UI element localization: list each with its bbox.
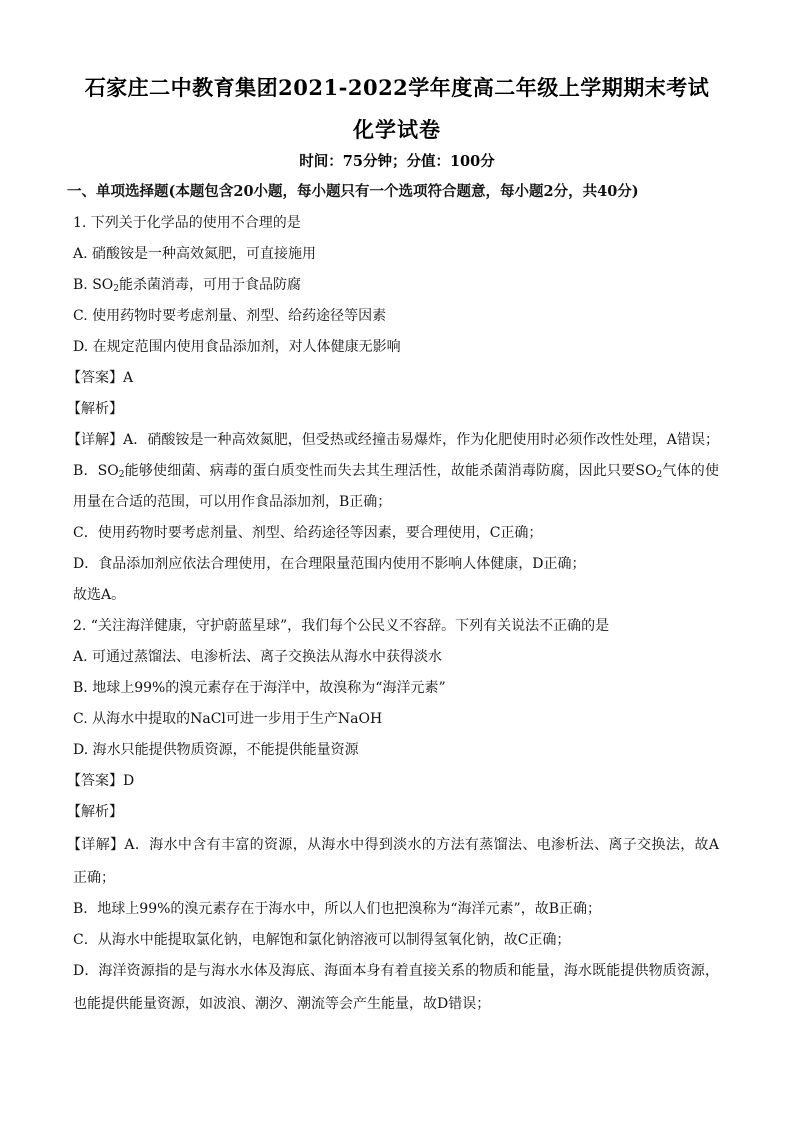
q1-detail-1: 【详解】A．硝酸铵是一种高效氮肥，但受热或经撞击易爆炸，作为化肥使用时必须作改性处理，A错误； [67, 432, 719, 448]
q1-detail-4: C．使用药物时要考虑剂量、剂型、给药途径等因素，要合理使用，C正确； [73, 525, 543, 541]
q2-detail-6: 也能提供能量资源，如波浪、潮汐、潮流等会产生能量，故D错误； [73, 996, 491, 1012]
q1-detail-2-post: 气体的使 [662, 463, 719, 479]
exam-subtitle: 化学试卷 [353, 117, 441, 142]
q1-detail-2-sub1: 2 [118, 470, 125, 480]
q2-option-b: B. 地球上99%的溴元素存在于海洋中，故溴称为“海洋元素” [73, 680, 446, 696]
q1-conclusion: 故选A。 [73, 587, 126, 603]
q1-option-c: C. 使用药物时要考虑剂量、剂型、给药途径等因素 [73, 308, 387, 324]
q1-option-b [73, 275, 723, 295]
q1-detail-2-sub2: 2 [656, 470, 663, 480]
exam-title: 石家庄二中教育集团2021-2022学年度高二年级上学期期末考试 [84, 75, 710, 100]
q1-analysis: 【解析】 [67, 401, 123, 417]
q2-detail-1: 【详解】A．海水中含有丰富的资源，从海水中得到淡水的方法有蒸馏法、电渗析法、离子交换法，故A [67, 837, 719, 853]
q2-option-c: C. 从海水中提取的NaCl可进一步用于生产NaOH [73, 711, 383, 727]
q1-stem: 1. 下列关于化学品的使用不合理的是 [73, 215, 301, 231]
q1-detail-3: 用量在合适的范围，可以用作食品添加剂，B正确； [73, 494, 392, 510]
q1-detail-5: D．食品添加剂应依法合理使用，在合理限量范围内使用不影响人体健康，D正确； [73, 556, 586, 572]
q2-detail-3: B．地球上99%的溴元素存在于海水中，所以人们也把溴称为“海洋元素”，故B正确； [73, 901, 602, 917]
q1-detail-2-pre: B．SO [73, 463, 119, 479]
q1-detail-2 [73, 461, 719, 481]
q1-answer: 【答案】A [67, 370, 134, 386]
q1-detail-2-mid: 能够使细菌、病毒的蛋白质变性而失去其生理活性，故能杀菌消毒防腐，因此只要SO [124, 463, 657, 479]
q2-option-d: D. 海水只能提供物质资源，不能提供能量资源 [73, 742, 359, 758]
q1-option-b-pre: B. SO [73, 277, 114, 293]
q1-option-a: A. 硝酸铵是一种高效氮肥，可直接施用 [73, 246, 317, 262]
q2-option-a: A. 可通过蒸馏法、电渗析法、离子交换法从海水中获得淡水 [73, 649, 443, 665]
q1-option-d: D. 在规定范围内使用食品添加剂，对人体健康无影响 [73, 339, 401, 355]
q2-stem: 2. “关注海洋健康，守护蔚蓝星球”，我们每个公民义不容辞。下列有关说法不正确的是 [73, 618, 610, 634]
q2-detail-2: 正确； [73, 870, 115, 886]
q1-option-b-sub: 2 [113, 284, 119, 294]
q2-detail-5: D．海洋资源指的是与海水水体及海底、海面本身有着直接关系的物质和能量，海水既能提供物质资源， [73, 963, 719, 979]
q2-detail-4: C．从海水中能提取氯化钠，电解饱和氯化钠溶液可以制得氢氧化钠，故C正确； [73, 932, 571, 948]
q2-analysis: 【解析】 [67, 804, 123, 820]
exam-meta: 时间：75分钟；分值：100分 [299, 153, 495, 170]
section-heading: 一、单项选择题(本题包含20小题，每小题只有一个选项符合题意，每小题2分，共40分) [67, 183, 639, 200]
q2-answer: 【答案】D [67, 773, 135, 789]
q1-option-b-post: 能杀菌消毒，可用于食品防腐 [119, 277, 301, 293]
